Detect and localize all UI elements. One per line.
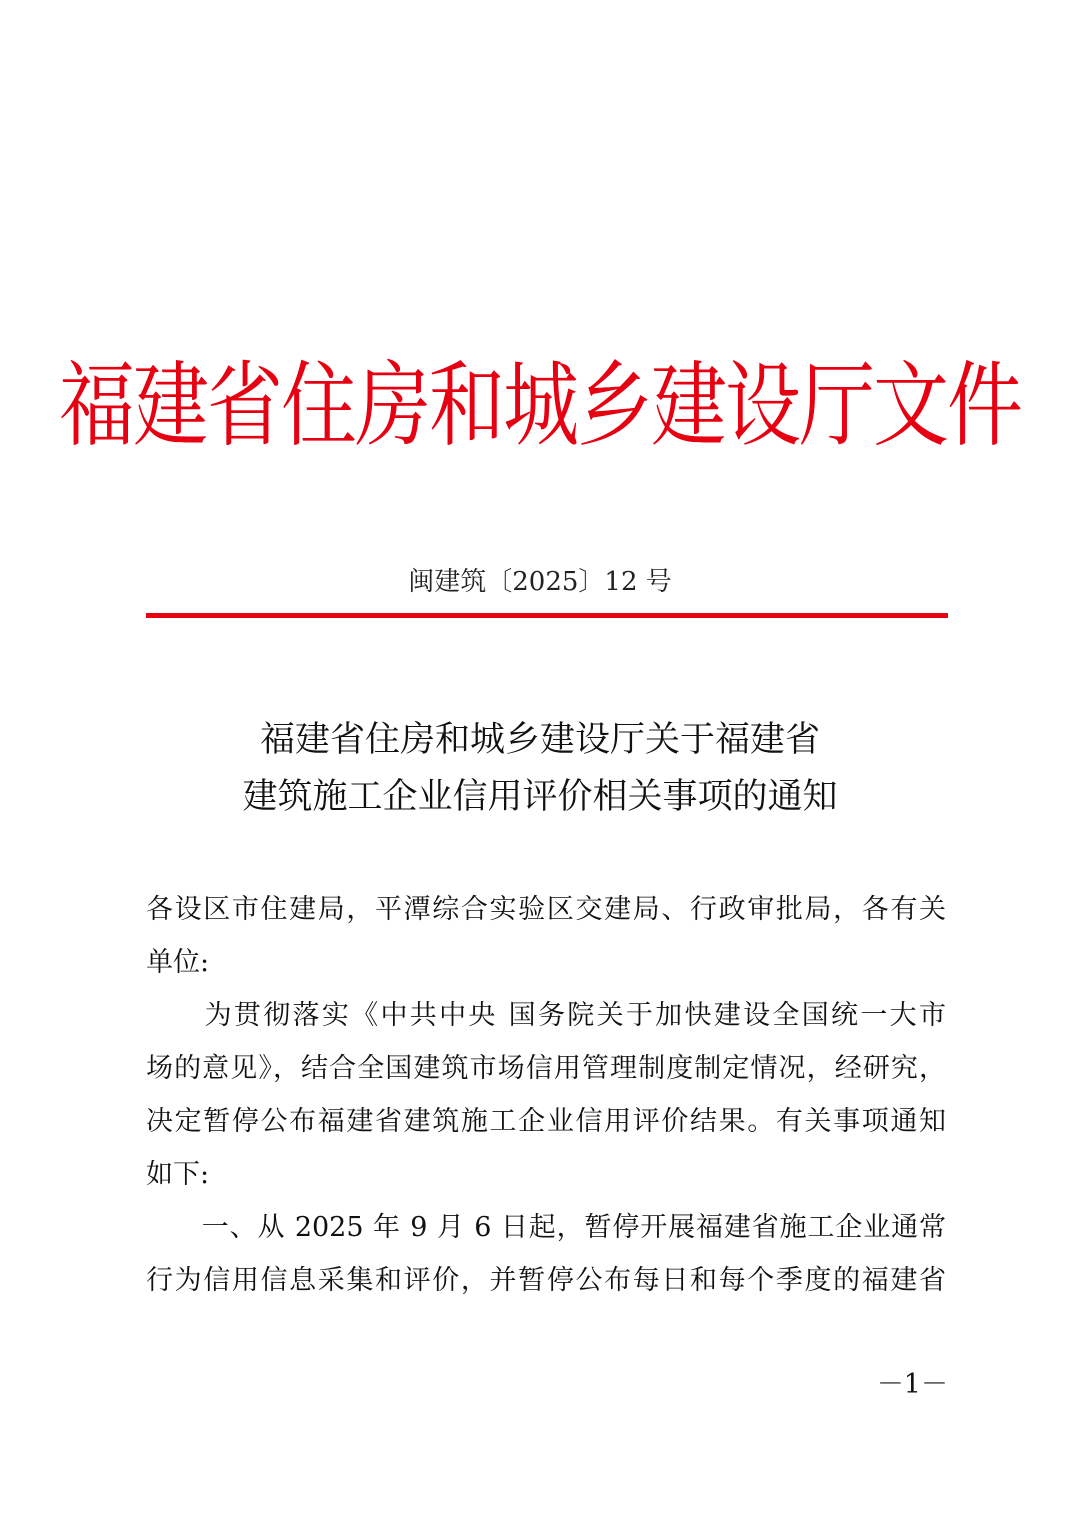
notice-title-line: 建筑施工企业信用评价相关事项的通知 — [242, 777, 838, 817]
body-line-paragraph-1: 决定暂停公布福建省建筑施工企业信用评价结果。有关事项通知 — [146, 1106, 946, 1137]
document-header-title: 福建省住房和城乡建设厅文件 — [59, 351, 1021, 460]
document-number: 闽建筑〔2025〕12 号 — [408, 567, 672, 597]
body-line-paragraph-1-end: 如下: — [146, 1159, 210, 1190]
notice-title — [0, 712, 1080, 826]
notice-title-line: 福建省住房和城乡建设厅关于福建省 — [259, 720, 820, 760]
body-line-item-1: 一、从 2025 年 9 月 6 日起，暂停开展福建省施工企业通常 — [146, 1212, 946, 1243]
body-line-paragraph-1: 为贯彻落实《中共中央 国务院关于加快建设全国统一大市 — [146, 1000, 946, 1031]
notice-body — [146, 883, 946, 1307]
red-divider-rule — [146, 613, 948, 618]
body-line-addressees-end: 单位: — [146, 947, 210, 978]
page-number: －1－ — [876, 1369, 948, 1400]
body-line-item-1: 行为信用信息采集和评价，并暂停公布每日和每个季度的福建省 — [146, 1265, 946, 1296]
body-line-addressees: 各设区市住建局，平潭综合实验区交建局、行政审批局，各有关 — [146, 894, 946, 925]
body-line-paragraph-1: 场的意见》，结合全国建筑市场信用管理制度制定情况，经研究， — [146, 1053, 946, 1084]
